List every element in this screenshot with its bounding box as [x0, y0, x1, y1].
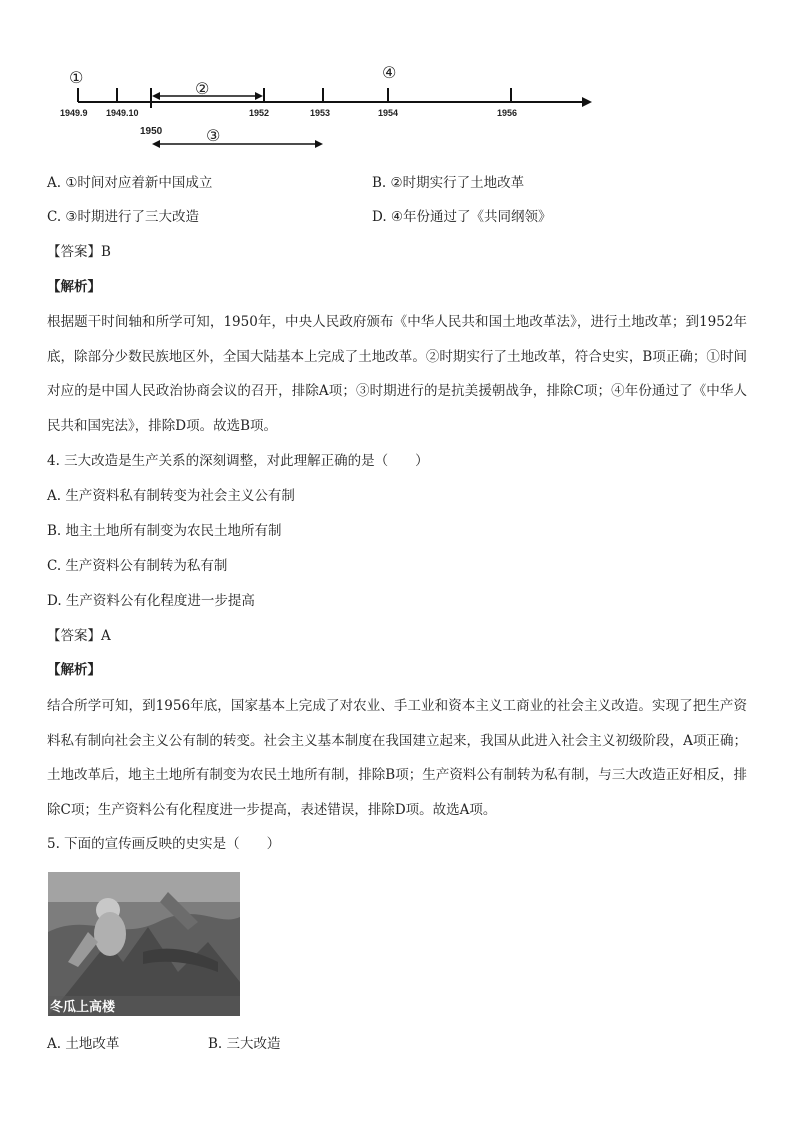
marker-3: ③ — [206, 126, 221, 145]
year-1954: 1954 — [378, 108, 399, 118]
q3-answer: 【答案】B — [47, 244, 111, 260]
q4-option-a: A. 生产资料私有制转变为社会主义公有制 — [47, 488, 295, 504]
period-2-arrow-left-head — [152, 92, 160, 100]
year-1953: 1953 — [310, 108, 331, 118]
period-3-arrow-right-head — [315, 140, 323, 148]
year-1949-9: 1949.9 — [60, 108, 88, 118]
q3-option-c: C. ③时期进行了三大改造 — [47, 209, 200, 225]
q4-analysis-label: 【解析】 — [47, 662, 101, 678]
q3-option-d: D. ④年份通过了《共同纲领》 — [372, 209, 552, 225]
q4-question: 4. 三大改造是生产关系的深刻调整，对此理解正确的是（ ） — [47, 453, 429, 469]
q5-option-a: A. 土地改革 — [47, 1036, 120, 1052]
poster-caption: 冬瓜上高楼 — [50, 1000, 116, 1015]
q3-analysis-label: 【解析】 — [47, 279, 101, 295]
q5-option-b: B. 三大改造 — [208, 1036, 281, 1052]
period-2-arrow-right-head — [255, 92, 263, 100]
year-1950: 1950 — [140, 126, 163, 137]
marker-4: ④ — [382, 63, 397, 82]
period-3-arrow-left-head — [152, 140, 160, 148]
year-1956: 1956 — [497, 108, 518, 118]
q3-option-b: B. ②时期实行了土地改革 — [372, 175, 525, 191]
q3-analysis: 根据题干时间轴和所学可知，1950年，中央人民政府颁布《中华人民共和国土地改革法》，进行土地改革；到1952年底，除部分少数民族地区外，全国大陆基本上完成了土地改革。②时期实行了土地改革，符合史实，B项正确；①时间对应的是中国人民政治协商会议的召开，排除A项；③时期进行的是抗美援朝战争，排除C项；④年份通过了《中华人民共和国宪法》，排除D项。故选B项。 — [47, 314, 747, 434]
marker-2: ② — [195, 79, 210, 98]
q4-answer: 【答案】A — [47, 628, 111, 644]
year-1952: 1952 — [249, 108, 270, 118]
q5-question: 5. 下面的宣传画反映的史实是（ ） — [47, 836, 281, 852]
q4-option-b: B. 地主土地所有制变为农民土地所有制 — [47, 523, 282, 539]
timeline-arrowhead — [582, 97, 592, 107]
year-1949-10: 1949.10 — [106, 108, 139, 118]
propaganda-poster-image — [48, 872, 240, 1016]
q3-option-a: A. ①时间对应着新中国成立 — [47, 175, 213, 191]
marker-1: ① — [69, 68, 84, 87]
q4-analysis: 结合所学可知，到1956年底，国家基本上完成了对农业、手工业和资本主义工商业的社会主义改造。实现了把生产资料私有制向社会主义公有制的转变。社会主义基本制度在我国建立起来，我国从此进入社会主义初级阶段，A项正确；土地改革后，地主土地所有制变为农民土地所有制，排除B项；生产资料公有制转为私有制，与三大改造正好相反，排除C项；生产资料公有化程度进一步提高，表述错误，排除D项。故选A项。 — [47, 698, 747, 818]
q4-option-c: C. 生产资料公有制转为私有制 — [47, 558, 228, 574]
q4-option-d: D. 生产资料公有化程度进一步提高 — [47, 593, 255, 609]
poster-illustration — [48, 872, 240, 1016]
